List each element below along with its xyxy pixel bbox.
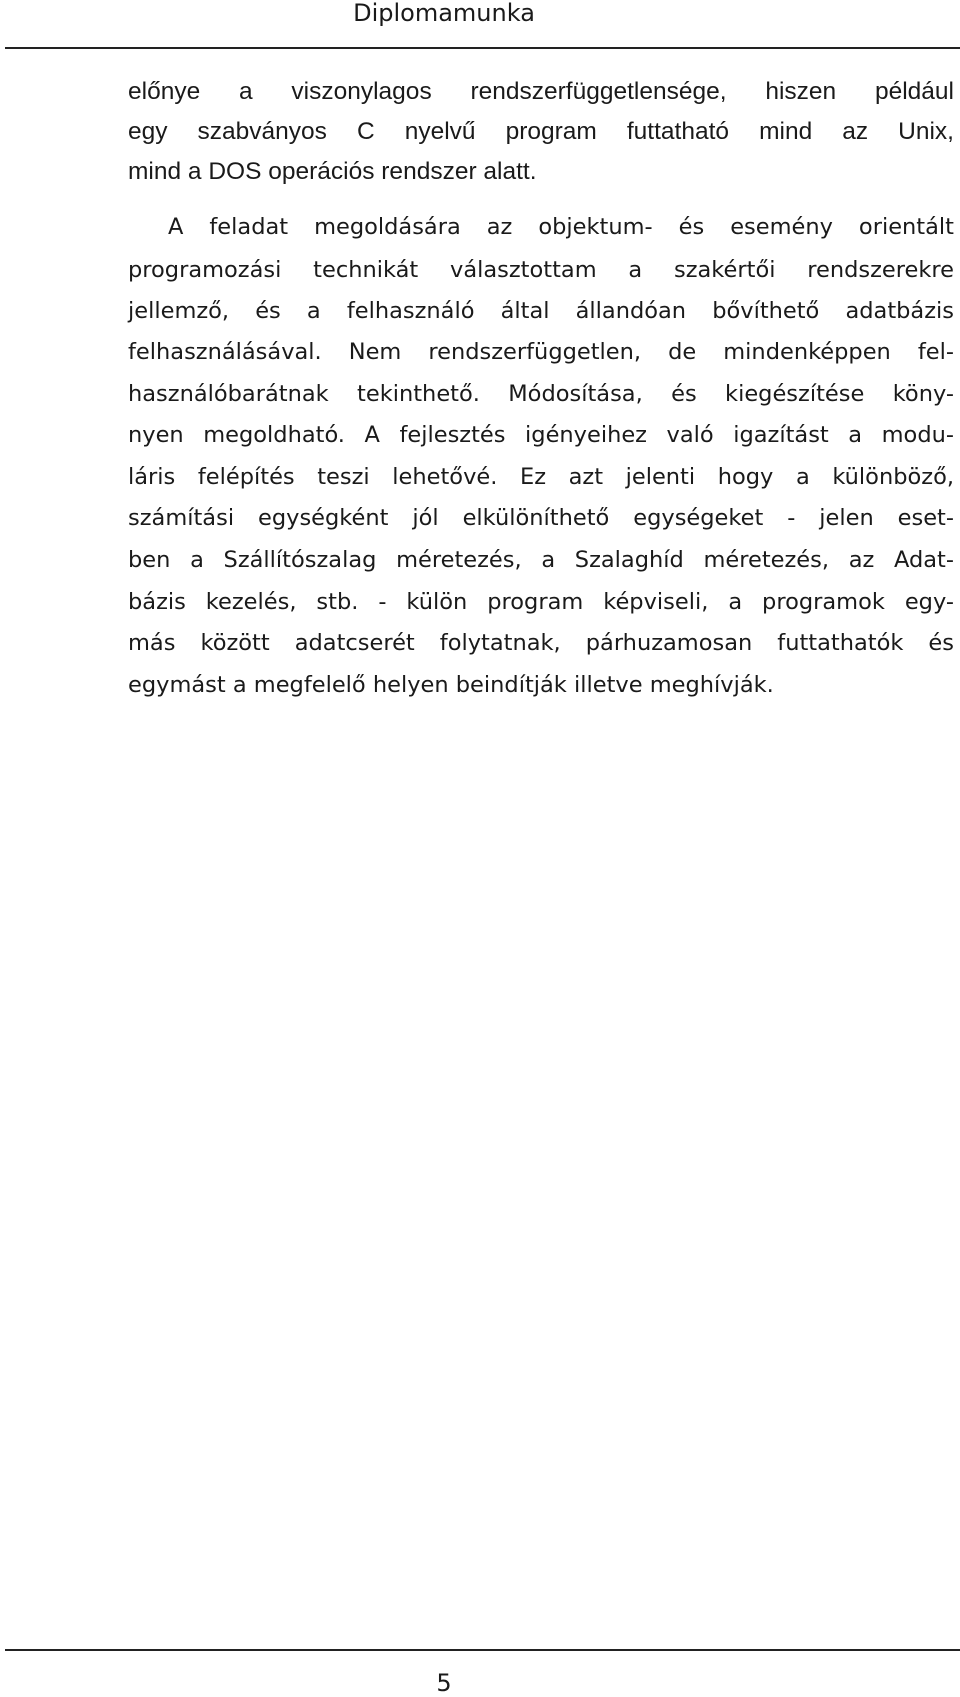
text-line: egymást a megfelelő helyen beindítják illetve meghívják. — [128, 672, 774, 698]
text-line: bázis kezelés, stb. - külön program képviseli, a programok egy- — [128, 589, 954, 615]
text-line: mind a DOS operációs rendszer alatt. — [128, 158, 537, 185]
text-line: programozási technikát választottam a szakértői rendszerekre — [128, 257, 954, 283]
text-line: más között adatcserét folytatnak, párhuzamosan futtathatók és — [128, 630, 954, 656]
page-number: 5 — [436, 1669, 452, 1697]
text-line: használóbarátnak tekinthető. Módosítása, és kiegészítése köny- — [128, 381, 954, 407]
running-header-title: Diplomamunka — [353, 0, 535, 27]
text-line: A feladat megoldására az objektum- és esemény orientált — [168, 214, 954, 240]
header-rule — [5, 47, 960, 49]
text-line: felhasználásával. Nem rendszerfüggetlen, de mindenképpen fel- — [128, 339, 954, 365]
text-line: egy szabványos C nyelvű program futtatható mind az Unix, — [128, 118, 954, 145]
text-line: számítási egységként jól elkülöníthető egységeket - jelen eset- — [128, 505, 954, 531]
text-line: nyen megoldható. A fejlesztés igényeihez való igazítást a modu- — [128, 422, 954, 448]
text-line: láris felépítés teszi lehetővé. Ez azt jelenti hogy a különböző, — [128, 464, 954, 490]
text-line: jellemző, és a felhasználó által állandóan bővíthető adatbázis — [128, 298, 954, 324]
text-line: ben a Szállítószalag méretezés, a Szalaghíd méretezés, az Adat- — [128, 547, 954, 573]
text-line: előnye a viszonylagos rendszerfüggetlensége, hiszen például — [128, 78, 954, 105]
footer-rule — [5, 1649, 960, 1651]
